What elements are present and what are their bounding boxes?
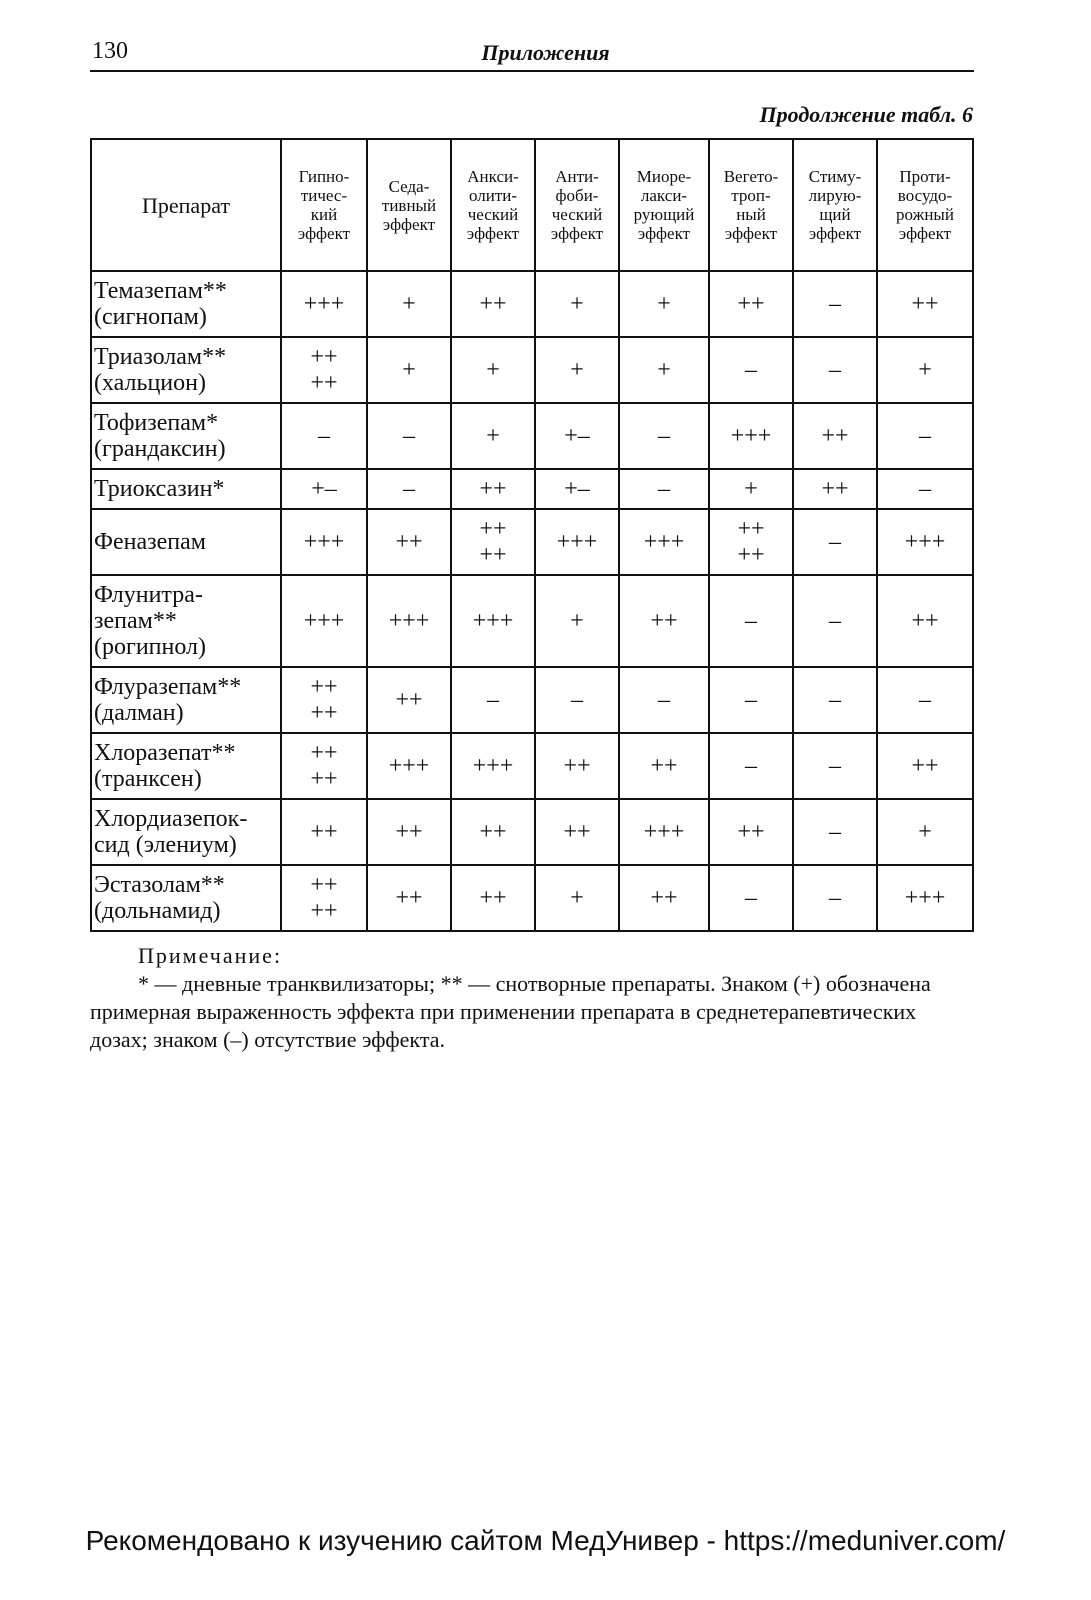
column-header: Стиму- лирую- щий эффект (793, 139, 877, 271)
drug-name: Триоксазин* (91, 469, 281, 509)
table-cell: ++ (281, 799, 367, 865)
table-cell: – (877, 469, 973, 509)
drug-name: Феназепам (91, 509, 281, 575)
table-cell: + (619, 271, 709, 337)
table-cell: ++ ++ (281, 865, 367, 931)
table-cell: +++ (281, 271, 367, 337)
table-cell: +++ (877, 865, 973, 931)
table-cell: +++ (281, 509, 367, 575)
table-cell: +++ (877, 509, 973, 575)
table-cell: ++ (367, 667, 451, 733)
table-cell: – (619, 469, 709, 509)
table-cell: ++ (451, 799, 535, 865)
table-cell: – (367, 469, 451, 509)
table-cell: +++ (535, 509, 619, 575)
drug-name: Тофизепам* (грандаксин) (91, 403, 281, 469)
table-cell: – (793, 667, 877, 733)
column-header: Анкси- олити- ческий эффект (451, 139, 535, 271)
column-header: Препарат (91, 139, 281, 271)
table-cell: ++ (619, 575, 709, 667)
table-cell: – (709, 733, 793, 799)
table-row (91, 575, 973, 667)
table-row (91, 733, 973, 799)
table-cell: +++ (619, 799, 709, 865)
table-cell: – (709, 337, 793, 403)
table-cell: ++ ++ (451, 509, 535, 575)
table-cell: ++ ++ (281, 667, 367, 733)
drug-name: Флуразепам** (далман) (91, 667, 281, 733)
table-cell: ++ (451, 271, 535, 337)
table-row (91, 469, 973, 509)
table-cell: + (709, 469, 793, 509)
table-cell: +++ (709, 403, 793, 469)
drug-name: Хлоразепат** (транксен) (91, 733, 281, 799)
table-cell: – (451, 667, 535, 733)
table-row (91, 667, 973, 733)
table-cell: ++ ++ (709, 509, 793, 575)
drug-name: Флунитра- зепам** (рогипнол) (91, 575, 281, 667)
drug-name: Эстазолам** (дольнамид) (91, 865, 281, 931)
table-row (91, 337, 973, 403)
table-cell: +++ (281, 575, 367, 667)
table-cell: – (281, 403, 367, 469)
table-cell: – (793, 733, 877, 799)
table-cell: + (619, 337, 709, 403)
table-cell: + (367, 271, 451, 337)
table-cell: – (793, 575, 877, 667)
drug-name: Триазолам** (хальцион) (91, 337, 281, 403)
table-cell: + (451, 403, 535, 469)
table-row (91, 865, 973, 931)
table-cell: ++ (709, 271, 793, 337)
table-cell: +– (535, 403, 619, 469)
table-cell: – (793, 509, 877, 575)
table-cell: +++ (367, 733, 451, 799)
table-cell: ++ (535, 733, 619, 799)
table-cell: +++ (619, 509, 709, 575)
table-cell: ++ (619, 733, 709, 799)
table-cell: ++ (709, 799, 793, 865)
table-cell: – (367, 403, 451, 469)
column-header: Проти- восудо- рожный эффект (877, 139, 973, 271)
table-cell: ++ (367, 799, 451, 865)
table-row (91, 799, 973, 865)
table-cell: + (451, 337, 535, 403)
table-cell: – (793, 799, 877, 865)
table-cell: – (619, 403, 709, 469)
table-row (91, 271, 973, 337)
table-cell: – (535, 667, 619, 733)
table-cell: ++ (367, 865, 451, 931)
table-cell: + (535, 271, 619, 337)
table-cell: +– (535, 469, 619, 509)
table-cell: + (535, 337, 619, 403)
drug-name: Темазепам** (сигнопам) (91, 271, 281, 337)
table-cell: +– (281, 469, 367, 509)
page-number: 130 (92, 38, 128, 64)
drug-effects-table (90, 138, 974, 932)
table-cell: ++ (535, 799, 619, 865)
note-heading: Примечание: (138, 943, 283, 968)
note-text: * — дневные транквилизаторы; ** — снотворные препараты. Знаком (+) обозначена примерная выраженность эффекта при применении препарата в среднетерапевтических дозах; знаком (–) отсутствие эффекта. (90, 971, 931, 1052)
table-cell: – (619, 667, 709, 733)
table-cell: +++ (451, 733, 535, 799)
table-cell: – (793, 271, 877, 337)
table-cell: – (877, 403, 973, 469)
table-cell: – (793, 865, 877, 931)
table-cell: ++ (877, 733, 973, 799)
table-cell: + (367, 337, 451, 403)
table-note (90, 942, 974, 1054)
table-header-row (91, 139, 973, 271)
table-cell: ++ (619, 865, 709, 931)
table-continuation-label: Продолжение табл. 6 (759, 102, 973, 127)
table-cell: ++ (877, 575, 973, 667)
table-cell: +++ (367, 575, 451, 667)
table-cell: – (709, 667, 793, 733)
column-header: Гипно- тичес- кий эффект (281, 139, 367, 271)
table-cell: ++ ++ (281, 337, 367, 403)
table-cell: ++ (451, 469, 535, 509)
table-cell: ++ (793, 403, 877, 469)
table-cell: + (877, 337, 973, 403)
table-cell: + (535, 865, 619, 931)
table-row (91, 509, 973, 575)
column-header: Анти- фоби- ческий эффект (535, 139, 619, 271)
footer-recommendation: Рекомендовано к изучению сайтом МедУнивер - https://meduniver.com/ (85, 1525, 1006, 1556)
column-header: Вегето- троп- ный эффект (709, 139, 793, 271)
table-cell: ++ (793, 469, 877, 509)
table-cell: + (877, 799, 973, 865)
header-rule (90, 70, 974, 72)
table-row (91, 403, 973, 469)
table-cell: ++ (367, 509, 451, 575)
table-cell: – (709, 865, 793, 931)
table-cell: – (709, 575, 793, 667)
table-cell: – (793, 337, 877, 403)
table-cell: +++ (451, 575, 535, 667)
table-cell: – (877, 667, 973, 733)
table-cell: + (535, 575, 619, 667)
table-cell: ++ (451, 865, 535, 931)
column-header: Седа- тивный эффект (367, 139, 451, 271)
drug-name: Хлордиазепок- сид (элениум) (91, 799, 281, 865)
running-title: Приложения (481, 40, 610, 65)
column-header: Миоре- лакси- рующий эффект (619, 139, 709, 271)
table-cell: ++ (877, 271, 973, 337)
table-cell: ++ ++ (281, 733, 367, 799)
